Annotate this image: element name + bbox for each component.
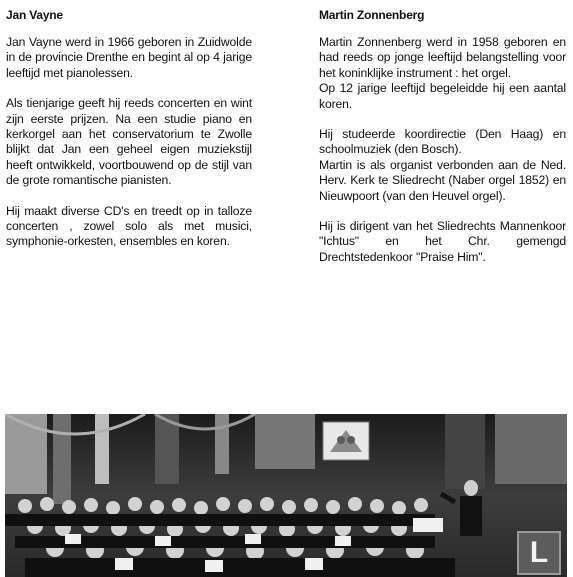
- paragraph: Martin Zonnenberg werd in 1958 geboren en had reeds op jonge leeftijd belangstelling voor het koninklijke instrument : het orgel.: [319, 35, 566, 80]
- choir-photo-illustration: [5, 414, 567, 577]
- choir-photo: [5, 414, 567, 577]
- heading-jan-vayne: Jan Vayne: [6, 8, 63, 22]
- paragraph: Hij studeerde koordirectie (Den Haag) en schoolmuziek (den Bosch).: [319, 127, 566, 157]
- biography-martin-zonnenberg: [319, 8, 566, 280]
- biography-jan-vayne: [6, 8, 252, 265]
- heading-martin-zonnenberg: Martin Zonnenberg: [319, 8, 425, 22]
- paragraph: Hij is dirigent van het Sliedrechts Mannenkoor "Ichtus" en het Chr. gemengd Drechtstedenkoor "Praise Him".: [319, 219, 566, 264]
- paragraph: Op 12 jarige leeftijd begeleidde hij een aantal koren.: [319, 81, 566, 111]
- paragraph: Jan Vayne werd in 1966 geboren in Zuidwolde in de provincie Drenthe en begint al op 4 jarige leeftijd met pianolessen.: [6, 35, 252, 80]
- paragraph: Hij maakt diverse CD's en treedt op in talloze concerten , zowel solo als met musici, symphonie-orkesten, ensembles en koren.: [6, 203, 252, 249]
- paragraph: Martin is als organist verbonden aan de Ned. Herv. Kerk te Sliedrecht (Naber orgel 1852) en Nieuwpoort (van den Heuvel orgel).: [319, 157, 566, 203]
- logo-badge-icon: [517, 531, 561, 575]
- logo-badge-letter: L: [529, 536, 549, 569]
- paragraph: Als tienjarige geeft hij reeds concerten en wint zijn eerste prijzen. Na een studie piano en kerkorgel aan het conservatorium te Zwolle blijkt dat Jan een geheel eigen muziekstijl heeft ontwikkeld, voortbouwend op de stijl van de grote romantische pianisten.: [6, 96, 252, 188]
